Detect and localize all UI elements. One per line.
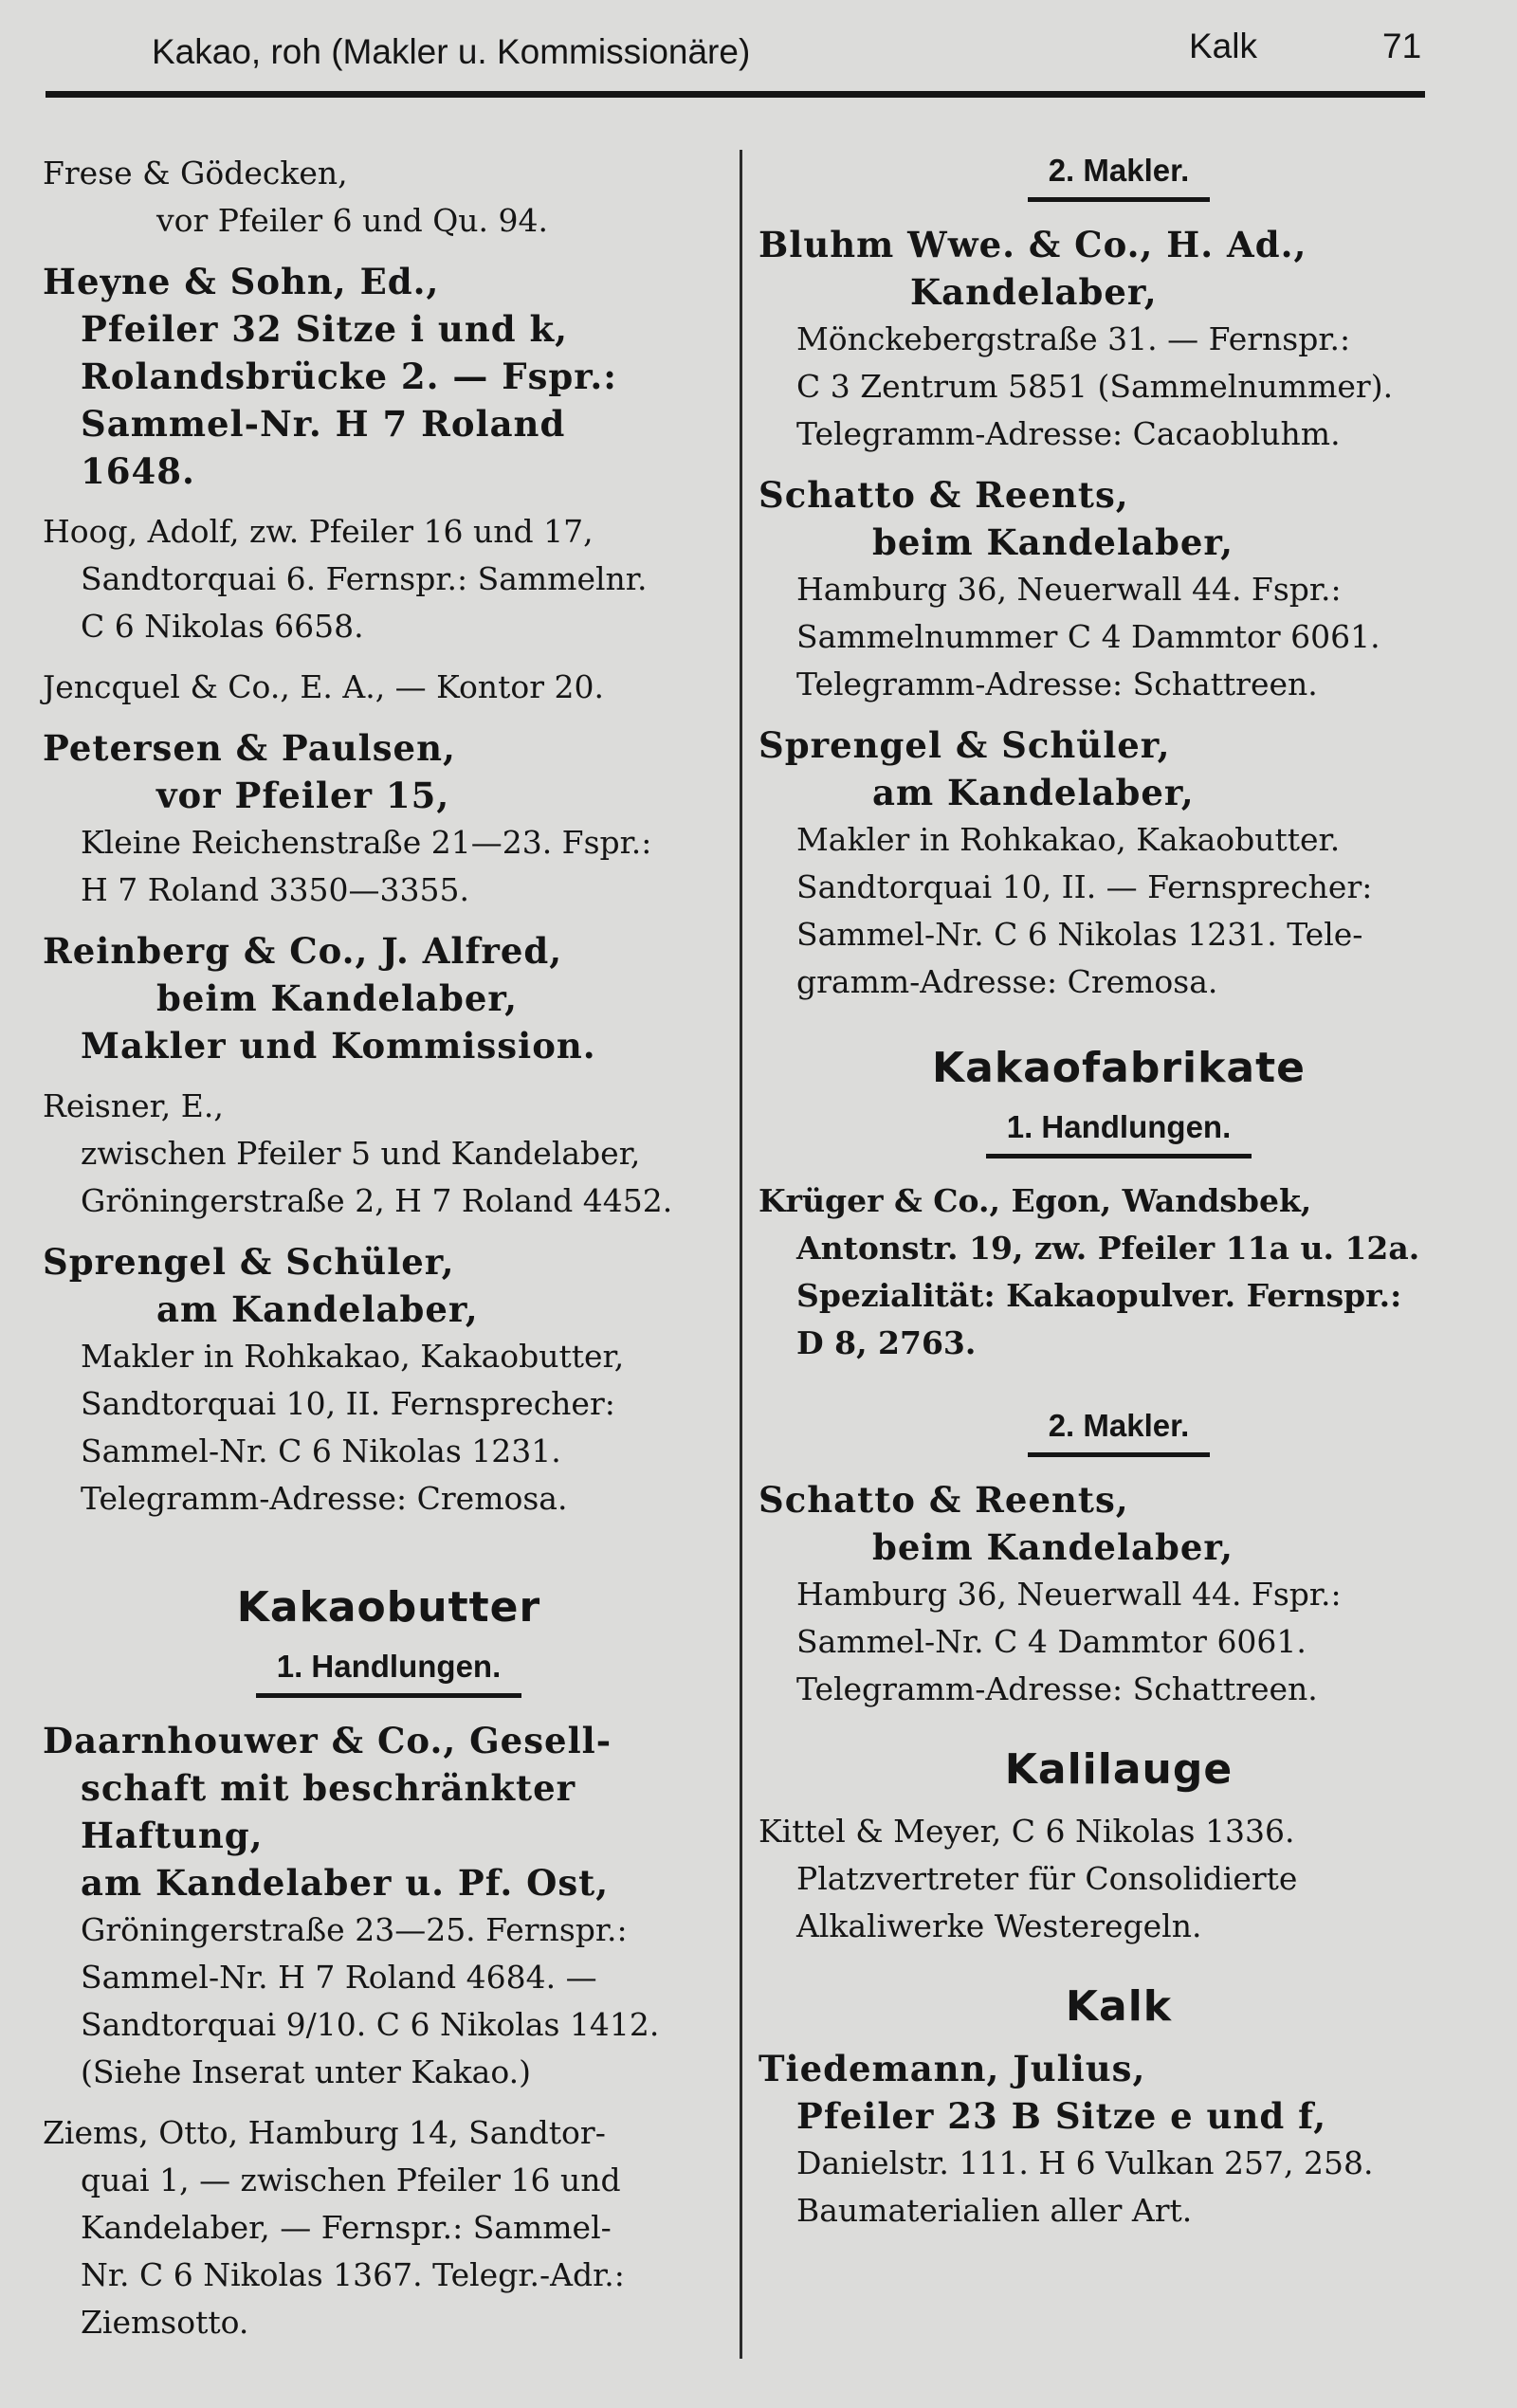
section-title-kalilauge: Kalilauge	[1004, 1745, 1234, 1794]
entry-line: D 8, 2763.	[796, 1324, 977, 1361]
entry-line: Telegramm-Adresse: Cacaobluhm.	[796, 415, 1341, 452]
entry-line: Frese & Gödecken,	[43, 155, 348, 192]
entry-line: Hamburg 36, Neuerwall 44. Fspr.:	[796, 1576, 1342, 1613]
entry-line: Sammel-Nr. H 7 Roland	[81, 403, 566, 445]
entry-line: Danielstr. 111. H 6 Vulkan 257, 258.	[796, 2144, 1374, 2181]
entry-line: Sammel-Nr. C 6 Nikolas 1231. Tele-	[796, 916, 1363, 953]
entry-line: zwischen Pfeiler 5 und Kandelaber,	[81, 1135, 641, 1172]
entry-krueger	[758, 1177, 1479, 1367]
entry-line: Sammelnummer C 4 Dammtor 6061.	[796, 618, 1380, 655]
header-rule	[46, 91, 1425, 98]
entry-name: Heyne & Sohn, Ed.,	[43, 261, 440, 302]
entry-line: Gröningerstraße 23—25. Fernspr.:	[81, 1911, 628, 1948]
entry-line: gramm-Adresse: Cremosa.	[796, 963, 1218, 1000]
entry-daarnhouwer	[43, 1717, 735, 2096]
entry-line: beim Kandelaber,	[872, 1526, 1234, 1568]
entry-line: beim Kandelaber,	[156, 977, 519, 1019]
entry-line: Kittel & Meyer, C 6 Nikolas 1336.	[758, 1813, 1295, 1850]
entry-name: Bluhm Wwe. & Co., H. Ad.,	[758, 224, 1307, 265]
entry-bluhm	[758, 221, 1479, 458]
entry-line: Pfeiler 23 B Sitze e und f,	[796, 2095, 1327, 2137]
entry-line: Hoog, Adolf, zw. Pfeiler 16 und 17,	[43, 513, 594, 550]
entry-name: Sprengel & Schüler,	[758, 724, 1171, 766]
entry-line: Spezialität: Kakaopulver. Fernspr.:	[796, 1277, 1402, 1314]
entry-sprengel	[43, 1238, 735, 1523]
subsection-handlungen	[43, 1646, 735, 1698]
entry-schatto	[758, 471, 1479, 708]
entry-line: Sandtorquai 6. Fernspr.: Sammelnr.	[81, 560, 648, 597]
entry-line: C 3 Zentrum 5851 (Sammelnummer).	[796, 368, 1394, 405]
entry-line: Pfeiler 32 Sitze i und k,	[81, 308, 568, 350]
entry-line: Jencquel & Co., E. A., — Kontor 20.	[43, 668, 604, 705]
left-column	[43, 150, 735, 2360]
subsection-label: 1. Handlungen.	[986, 1106, 1252, 1158]
subsection-handlungen	[758, 1106, 1479, 1158]
entry-line: Makler in Rohkakao, Kakaobutter.	[796, 821, 1341, 858]
entry-line: Baumaterialien aller Art.	[796, 2192, 1193, 2229]
entry-name: Reinberg & Co., J. Alfred,	[43, 930, 563, 972]
subsection-makler	[758, 150, 1479, 202]
entry-line: Sammel-Nr. C 4 Dammtor 6061.	[796, 1623, 1307, 1660]
entry-sprengel-right	[758, 721, 1479, 1006]
entry-line: Haftung,	[81, 1815, 264, 1856]
entry-line: Platzvertreter für Consolidierte	[796, 1860, 1298, 1897]
entry-line: C 6 Nikolas 6658.	[81, 608, 364, 645]
entry-line: Gröningerstraße 2, H 7 Roland 4452.	[81, 1182, 673, 1219]
entry-line: Kleine Reichenstraße 21—23. Fspr.:	[81, 824, 652, 861]
entry-line: Telegramm-Adresse: Schattreen.	[796, 1670, 1318, 1707]
header-section-name: Kakao, roh (Makler u. Kommissionäre)	[152, 32, 751, 71]
entry-name: Schatto & Reents,	[758, 1479, 1129, 1521]
entry-reisner	[43, 1083, 735, 1225]
entry-line: beim Kandelaber,	[872, 521, 1234, 563]
entry-name: Sprengel & Schüler,	[43, 1241, 455, 1283]
entry-line: Sammel-Nr. H 7 Roland 4684. —	[81, 1959, 597, 1996]
entry-line: Reisner, E.,	[43, 1087, 224, 1124]
subsection-label: 2. Makler.	[1028, 150, 1211, 202]
subsection-label: 2. Makler.	[1028, 1405, 1211, 1457]
entry-line: am Kandelaber u. Pf. Ost,	[81, 1862, 610, 1904]
subsection-makler	[758, 1405, 1479, 1457]
entry-line: Kandelaber,	[910, 271, 1158, 313]
entry-line: Makler in Rohkakao, Kakaobutter,	[81, 1338, 625, 1375]
header-next-section: Kalk	[1189, 27, 1257, 65]
entry-petersen	[43, 724, 735, 914]
right-column	[758, 150, 1479, 2248]
entry-schatto-2	[758, 1476, 1479, 1713]
entry-line: Alkaliwerke Westeregeln.	[796, 1907, 1202, 1944]
entry-line: Telegramm-Adresse: Cremosa.	[81, 1480, 568, 1517]
entry-line: 1648.	[81, 450, 195, 492]
entry-line: Hamburg 36, Neuerwall 44. Fspr.:	[796, 571, 1342, 608]
entry-line: am Kandelaber,	[872, 772, 1195, 813]
entry-name: Petersen & Paulsen,	[43, 727, 456, 769]
section-title-kakaobutter: Kakaobutter	[236, 1583, 541, 1632]
entry-line: Nr. C 6 Nikolas 1367. Telegr.-Adr.:	[81, 2256, 625, 2293]
entry-line: schaft mit beschränkter	[81, 1767, 576, 1809]
entry-heyne	[43, 258, 735, 495]
entry-line: quai 1, — zwischen Pfeiler 16 und	[81, 2162, 621, 2198]
entry-name: Krüger & Co., Egon, Wandsbek,	[758, 1182, 1312, 1219]
entry-line: Sandtorquai 9/10. C 6 Nikolas 1412.	[81, 2006, 660, 2043]
entry-hoog	[43, 508, 735, 650]
entry-line: Sammel-Nr. C 6 Nikolas 1231.	[81, 1432, 561, 1469]
entry-name: Tiedemann, Julius,	[758, 2048, 1146, 2089]
entry-line: vor Pfeiler 15,	[156, 775, 450, 816]
entry-reinberg	[43, 927, 735, 1069]
entry-ziems	[43, 2109, 735, 2346]
entry-line: Sandtorquai 10, II. — Fernsprecher:	[796, 868, 1373, 905]
entry-line: vor Pfeiler 6 und Qu. 94.	[156, 202, 548, 239]
entry-line: Mönckebergstraße 31. — Fernspr.:	[796, 320, 1351, 357]
entry-line: Ziemsotto.	[81, 2304, 249, 2341]
entry-line: am Kandelaber,	[156, 1288, 479, 1330]
entry-line: Makler und Kommission.	[81, 1025, 596, 1067]
entry-tiedemann	[758, 2045, 1479, 2235]
entry-line: H 7 Roland 3350—3355.	[81, 871, 470, 908]
entry-jencquel	[43, 664, 735, 711]
entry-line: (Siehe Inserat unter Kakao.)	[81, 2053, 532, 2090]
entry-name: Schatto & Reents,	[758, 474, 1129, 516]
running-header	[46, 21, 1425, 80]
entry-name: Daarnhouwer & Co., Gesell-	[43, 1720, 612, 1761]
entry-kittel	[758, 1808, 1479, 1950]
section-title-kalk: Kalk	[1065, 1982, 1173, 2031]
entry-line: Sandtorquai 10, II. Fernsprecher:	[81, 1385, 615, 1422]
entry-line: Antonstr. 19, zw. Pfeiler 11a u. 12a.	[796, 1230, 1420, 1267]
subsection-label: 1. Handlungen.	[256, 1646, 522, 1698]
column-divider	[740, 150, 742, 2359]
entry-line: Kandelaber, — Fernspr.: Sammel-	[81, 2209, 612, 2246]
entry-line: Telegramm-Adresse: Schattreen.	[796, 666, 1318, 702]
entry-line: Ziems, Otto, Hamburg 14, Sandtor-	[43, 2114, 606, 2151]
entry-line: Rolandsbrücke 2. — Fspr.:	[81, 356, 617, 397]
section-title-kakaofabrikate: Kakaofabrikate	[932, 1044, 1306, 1092]
page-number: 71	[1382, 27, 1422, 65]
entry-frese	[43, 150, 735, 245]
